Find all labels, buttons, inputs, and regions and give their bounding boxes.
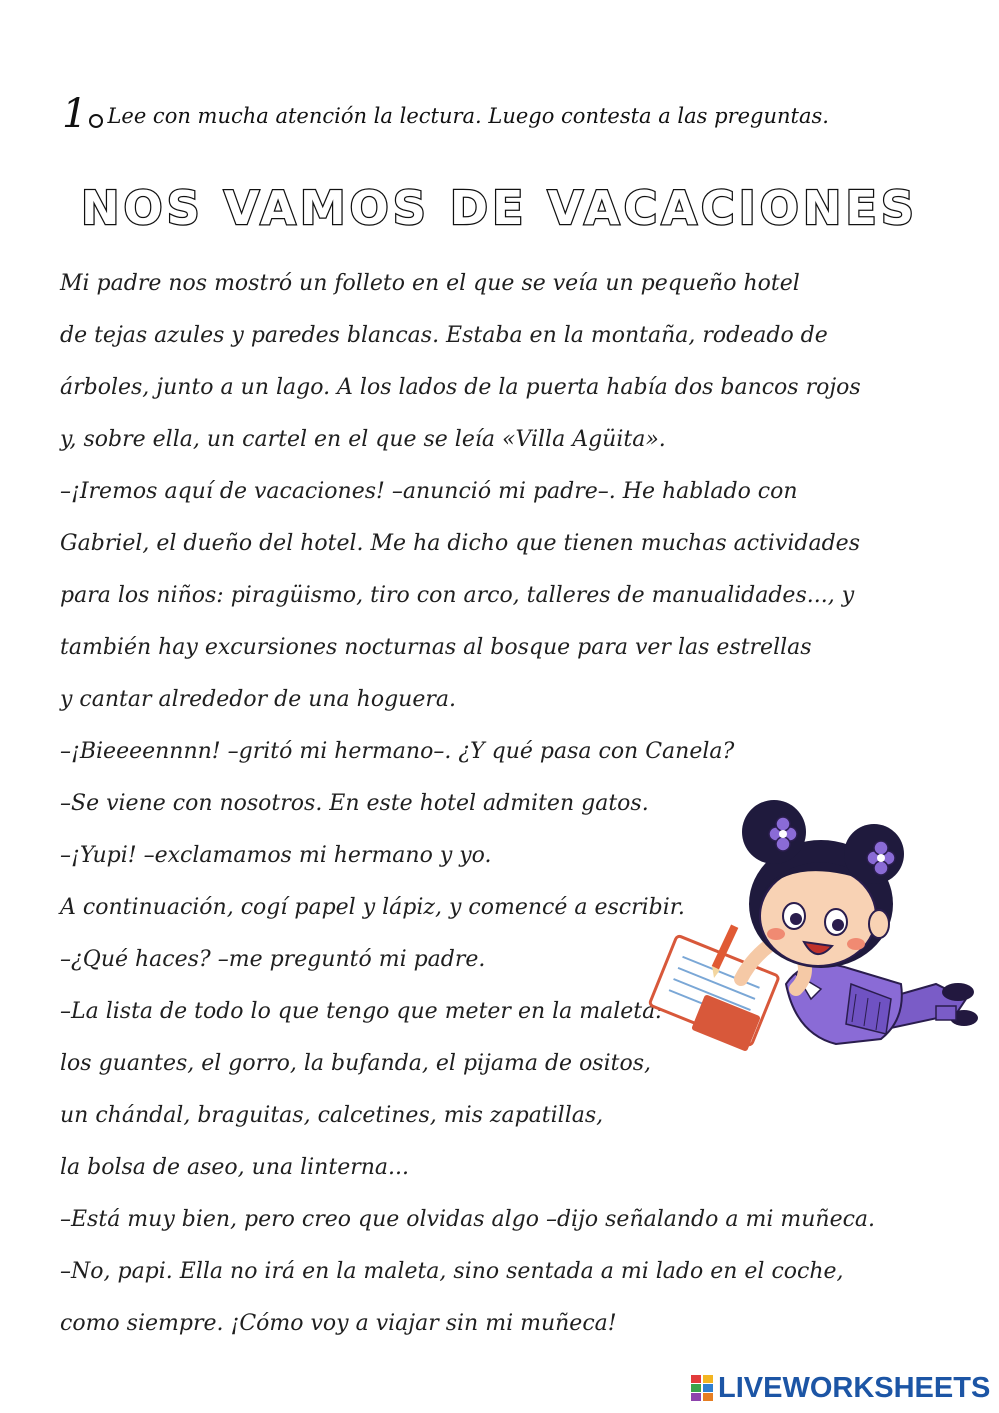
story-line: Gabriel, el dueño del hotel. Me ha dicho que tienen muchas actividades	[60, 531, 860, 556]
story-line: y cantar alrededor de una hoguera.	[60, 687, 456, 712]
story-line: Mi padre nos mostró un folleto en el que se veía un pequeño hotel	[60, 271, 800, 296]
girl-writing-list-illustration	[636, 784, 982, 1074]
story-line: y, sobre ella, un cartel en el que se leía «Villa Agüita».	[60, 427, 666, 452]
story-line: –¡Iremos aquí de vacaciones! –anunció mi padre–. He hablado con	[60, 479, 798, 504]
story-line: –¿Qué haces? –me preguntó mi padre.	[60, 947, 486, 972]
story-line: la bolsa de aseo, una linterna...	[60, 1155, 409, 1180]
story-line: árboles, junto a un lago. A los lados de la puerta había dos bancos rojos	[60, 375, 861, 400]
story-line: –No, papi. Ella no irá en la maleta, sino sentada a mi lado en el coche,	[60, 1259, 844, 1284]
story-line: –¡Bieeeennnn! –gritó mi hermano–. ¿Y qué pasa con Canela?	[60, 739, 735, 764]
liveworksheets-logo-text: LIVEWORKSHEETS	[718, 1371, 991, 1404]
instruction-bullet-icon	[89, 114, 103, 128]
story-line: –Está muy bien, pero creo que olvidas algo –dijo señalando a mi muñeca.	[60, 1207, 876, 1232]
story-line: también hay excursiones nocturnas al bosque para ver las estrellas	[60, 635, 812, 660]
story-line: los guantes, el gorro, la bufanda, el pijama de ositos,	[60, 1051, 652, 1076]
story-line: de tejas azules y paredes blancas. Estaba en la montaña, rodeado de	[60, 323, 828, 348]
instruction	[62, 88, 942, 137]
instruction-text: Lee con mucha atención la lectura. Luego contesta a las preguntas.	[107, 104, 829, 128]
story-line: –Se viene con nosotros. En este hotel admiten gatos.	[60, 791, 649, 816]
story-line: –¡Yupi! –exclamamos mi hermano y yo.	[60, 843, 492, 868]
story-line: un chándal, braguitas, calcetines, mis zapatillas,	[60, 1103, 604, 1128]
liveworksheets-logo-icon	[690, 1374, 714, 1402]
story-line: como siempre. ¡Cómo voy a viajar sin mi muñeca!	[60, 1311, 617, 1336]
instruction-number: 1	[62, 91, 88, 137]
story-title: NOS VAMOS DE VACACIONES	[81, 181, 918, 235]
story-line: –La lista de todo lo que tengo que meter en la maleta:	[60, 999, 663, 1024]
liveworksheets-logo	[690, 1372, 990, 1404]
story-line: para los niños: piragüismo, tiro con arco, talleres de manualidades..., y	[60, 583, 855, 608]
story-line: A continuación, cogí papel y lápiz, y comencé a escribir.	[60, 895, 685, 920]
